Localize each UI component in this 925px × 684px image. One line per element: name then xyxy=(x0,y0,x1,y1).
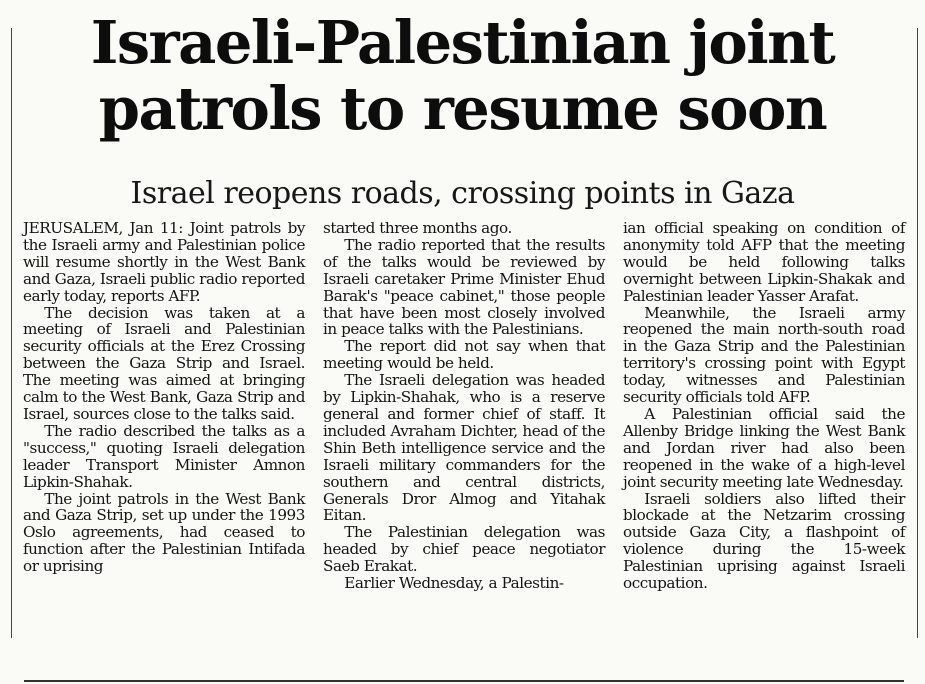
paragraph: The joint patrols in the West Bank and Gaza Strip, set up under the 1993 Oslo agreements, had ceased to function after the Palestinian Intifada or uprising xyxy=(23,489,305,576)
headline-line-2: patrols to resume soon xyxy=(98,74,827,143)
paragraph: Meanwhile, the Israeli army reopened the main north-south road in the Gaza Strip and the Palestinian territory's crossing point with Egypt today, witnesses and Palestinian security officials told AFP. xyxy=(623,303,905,407)
paragraph: Israeli soldiers also lifted their blockade at the Netzarim crossing outside Gaza City, a flashpoint of violence during the 15-week Palestinian uprising against Israeli occupation. xyxy=(623,489,905,593)
paragraph: A Palestinian official said the Allenby Bridge linking the West Bank and Jordan river had also been reopened in the wake of a high-level joint security meeting late Wednesday. xyxy=(623,404,905,491)
paragraph: JERUSALEM, Jan 11: Joint patrols by the Israeli army and Palestinian police will resume shortly in the West Bank and Gaza, Israeli public radio reported early today, reports AFP. xyxy=(23,219,305,305)
paragraph: started three months ago. xyxy=(323,219,512,237)
paragraph: The radio described the talks as a "success," quoting Israeli delegation leader Transport Minister Amnon Lipkin-Shahak. xyxy=(23,421,305,491)
article-column-3 xyxy=(623,220,905,592)
article-column-1 xyxy=(23,220,305,575)
headline xyxy=(0,10,925,142)
paragraph: Earlier Wednesday, a Palestin- xyxy=(344,574,564,593)
bottom-rule xyxy=(24,680,904,682)
article-column-2 xyxy=(323,220,605,592)
subheadline: Israel reopens roads, crossing points in Gaza xyxy=(130,176,795,211)
paragraph: The radio reported that the results of the talks would be reviewed by Israeli caretaker Prime Minister Ehud Barak's "peace cabinet," those people that have been most closely involved in peace talks with the Palestinians. xyxy=(323,235,605,339)
paragraph: The Israeli delegation was headed by Lipkin-Shahak, who is a reserve general and former chief of staff. It included Avraham Dichter, head of the Shin Beth intelligence service and the Israeli military commanders for the southern and central districts, Generals Dror Almog and Yitahak Eitan. xyxy=(323,371,605,525)
paragraph: The decision was taken at a meeting of Israeli and Palestinian security officials at the Erez Crossing between the Gaza Strip and Israel. The meeting was aimed at bringing calm to the West Bank, Gaza Strip and Israel, sources close to the talks said. xyxy=(23,303,305,423)
headline-line-1: Israeli-Palestinian joint xyxy=(90,8,835,77)
paragraph: The report did not say when that meeting would be held. xyxy=(323,337,605,373)
paragraph: The Palestinian delegation was headed by chief peace negotiator Saeb Erakat. xyxy=(323,523,605,576)
paragraph: ian official speaking on condition of anonymity told AFP that the meeting would be held following talks overnight between Lipkin-Shakak and Palestinian leader Yasser Arafat. xyxy=(623,219,905,305)
